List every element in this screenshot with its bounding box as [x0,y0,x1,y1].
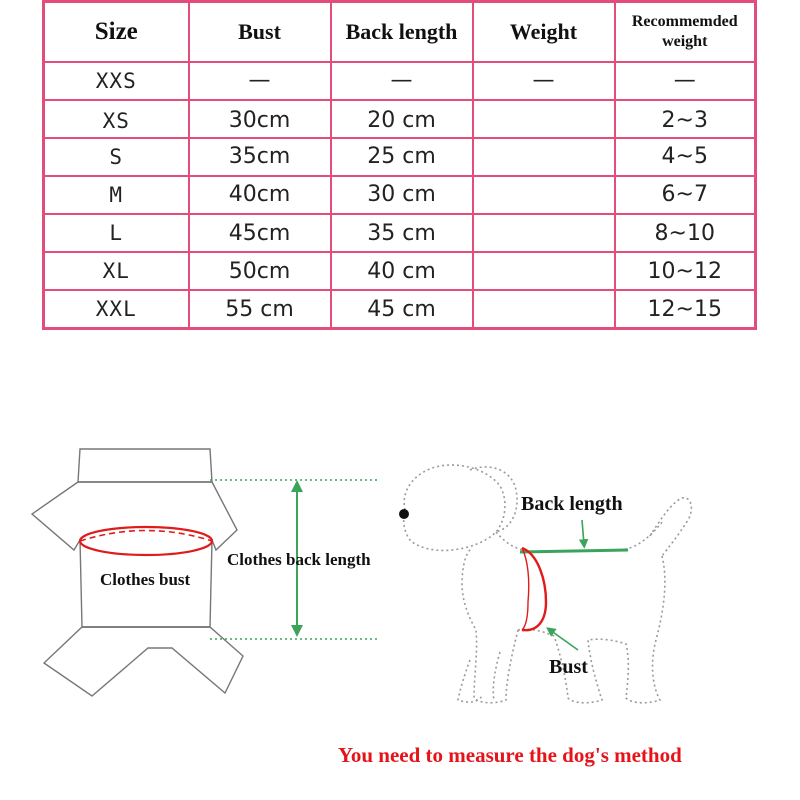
measure-method-note: You need to measure the dog's method [338,743,682,767]
weight-cell [473,290,615,328]
weight-cell: — [473,62,615,100]
bust-cell: — [189,62,331,100]
size-cell: S [44,138,189,176]
dog-bust-label: Bust [549,656,588,678]
size-cell: XS [44,100,189,138]
dog-back-length-line [520,550,628,552]
recommended-weight-cell: 4~5 [615,138,756,176]
size-cell: XXL [44,290,189,328]
back-length-cell: — [331,62,473,100]
recommended-weight-cell: 2~3 [615,100,756,138]
back-length-pointer [582,520,584,544]
table-row [44,176,756,214]
header-weight: Weight [473,2,615,62]
weight-cell [473,176,615,214]
bust-cell: 55 cm [189,290,331,328]
bust-cell: 50cm [189,252,331,290]
weight-cell [473,252,615,290]
recommended-weight-cell: — [615,62,756,100]
clothes-back-length-label: Clothes back length [227,550,371,569]
header-bust: Bust [189,2,331,62]
bust-cell: 40cm [189,176,331,214]
recommended-weight-cell: 10~12 [615,252,756,290]
bust-cell: 45cm [189,214,331,252]
recommended-weight-cell: 8~10 [615,214,756,252]
weight-cell [473,100,615,138]
dog-back-length-label: Back length [521,493,623,515]
table-header-row [44,2,756,62]
back-length-cell: 35 cm [331,214,473,252]
table-row [44,100,756,138]
recommended-weight-cell: 6~7 [615,176,756,214]
weight-cell [473,138,615,176]
table-row [44,138,756,176]
bust-cell: 30cm [189,100,331,138]
table-row [44,252,756,290]
bust-pointer [550,630,578,650]
size-cell: XXS [44,62,189,100]
size-chart-table [42,0,757,330]
clothes-bust-ellipse [80,527,212,555]
header-recommended-weight: Recommemded weight [615,2,756,62]
bust-cell: 35cm [189,138,331,176]
header-size: Size [44,2,189,62]
back-length-cell: 45 cm [331,290,473,328]
back-length-cell: 20 cm [331,100,473,138]
clothes-bust-label: Clothes bust [100,570,191,589]
back-length-cell: 30 cm [331,176,473,214]
table-row [44,62,756,100]
table-row [44,214,756,252]
dog-bust-curve [522,548,546,630]
back-length-cell: 25 cm [331,138,473,176]
weight-cell [473,214,615,252]
dog-nose [399,509,409,519]
recommended-weight-cell: 12~15 [615,290,756,328]
size-cell: M [44,176,189,214]
size-cell: XL [44,252,189,290]
measurement-diagram [0,430,800,730]
table-row [44,290,756,328]
back-length-cell: 40 cm [331,252,473,290]
size-cell: L [44,214,189,252]
header-back-length: Back length [331,2,473,62]
